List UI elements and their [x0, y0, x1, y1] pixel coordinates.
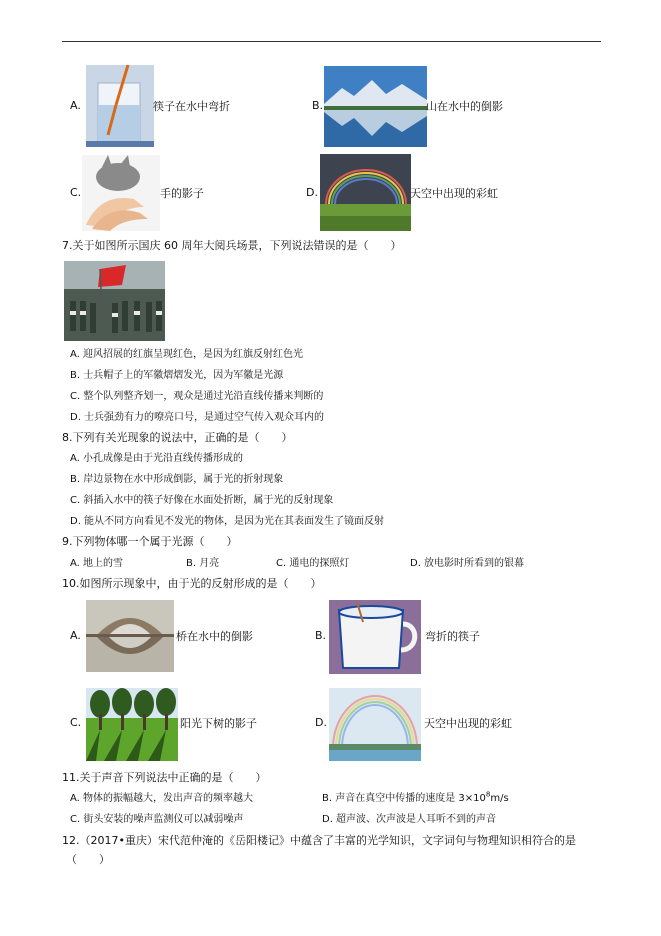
q8-option-c: C. 斜插入水中的筷子好像在水面处折断，属于光的反射现象 [70, 495, 334, 506]
bent-chopstick-cup-image [329, 600, 421, 674]
q6-option-c-caption: 手的影子 [160, 187, 204, 200]
q6-option-a-letter: A. [70, 99, 81, 112]
q10-option-b-letter: B. [315, 629, 327, 642]
q11-option-c: C. 街头安装的噪声监测仪可以减弱噪声 [70, 814, 244, 825]
rainbow-sky-image [329, 688, 421, 761]
q10-option-b-caption: 弯折的筷子 [425, 630, 480, 643]
chopsticks-in-water-image [86, 65, 154, 147]
q7-option-c: C. 整个队列整齐划一，观众是通过光沿直线传播来判断的 [70, 391, 324, 402]
q7-option-b: B. 士兵帽子上的军徽熠熠发光，因为军徽是光源 [70, 370, 284, 381]
q10-option-c-caption: 阳光下树的影子 [180, 717, 257, 730]
q9-option-d: D. 放电影时所看到的银幕 [410, 558, 525, 569]
q9-option-b: B. 月亮 [186, 558, 220, 569]
bridge-reflection-image [86, 600, 174, 672]
q11-stem: 11.关于声音下列说法中正确的是（ ） [62, 771, 267, 784]
q6-option-c-letter: C. [70, 186, 82, 199]
q10-stem: 10.如图所示现象中，由于光的反射形成的是（ ） [62, 577, 322, 590]
q9-option-a: A. 地上的雪 [70, 558, 124, 569]
military-parade-image [64, 261, 165, 341]
q6-option-b-letter: B. [312, 99, 324, 112]
q11-option-b [322, 792, 509, 806]
q11-option-b-unit: m/s [490, 793, 509, 804]
q6-option-d-caption: 天空中出现的彩虹 [410, 187, 498, 200]
q6-option-b-caption: 山在水中的倒影 [426, 100, 503, 113]
q8-option-a: A. 小孔成像是由于光沿直线传播形成的 [70, 453, 244, 464]
q11-option-d: D. 超声波、次声波是人耳听不到的声音 [322, 814, 497, 825]
q12-stem-continued: （ ） [66, 853, 110, 866]
q11-option-b-exponent: 8 [485, 790, 491, 799]
q6-option-a-caption: 筷子在水中弯折 [153, 100, 230, 113]
rainbow-image [320, 154, 411, 231]
q10-option-a-caption: 桥在水中的倒影 [176, 630, 253, 643]
q6-option-d-letter: D. [306, 186, 318, 199]
q9-option-c: C. 通电的探照灯 [276, 558, 350, 569]
q8-option-b: B. 岸边景物在水中形成倒影，属于光的折射现象 [70, 474, 284, 485]
q7-stem: 7.关于如图所示国庆 60 周年大阅兵场景，下列说法错误的是（ ） [62, 239, 402, 252]
hand-shadow-image [82, 155, 160, 231]
q8-stem: 8.下列有关光现象的说法中，正确的是（ ） [62, 431, 293, 444]
q9-stem: 9.下列物体哪一个属于光源（ ） [62, 535, 238, 548]
q11-option-a: A. 物体的振幅越大，发出声音的频率越大 [70, 793, 254, 804]
header-rule [62, 41, 601, 42]
q7-option-d: D. 士兵强劲有力的嘹亮口号，是通过空气传入观众耳内的 [70, 412, 325, 423]
q10-option-d-letter: D. [315, 716, 327, 729]
mountain-reflection-image [324, 66, 427, 147]
q8-option-d: D. 能从不同方向看见不发光的物体，是因为光在其表面发生了镜面反射 [70, 516, 385, 527]
q11-option-b-text: B. 声音在真空中传播的速度是 3×10 [322, 793, 486, 804]
tree-shadow-image [86, 688, 178, 761]
q10-option-a-letter: A. [70, 629, 81, 642]
q10-option-c-letter: C. [70, 716, 82, 729]
q7-option-a: A. 迎风招展的红旗呈现红色，是因为红旗反射红色光 [70, 349, 304, 360]
q12-stem: 12.（2017•重庆）宋代范仲淹的《岳阳楼记》中蕴含了丰富的光学知识，文字词句与物理知识相符合的是 [62, 834, 576, 847]
q10-option-d-caption: 天空中出现的彩虹 [424, 717, 512, 730]
